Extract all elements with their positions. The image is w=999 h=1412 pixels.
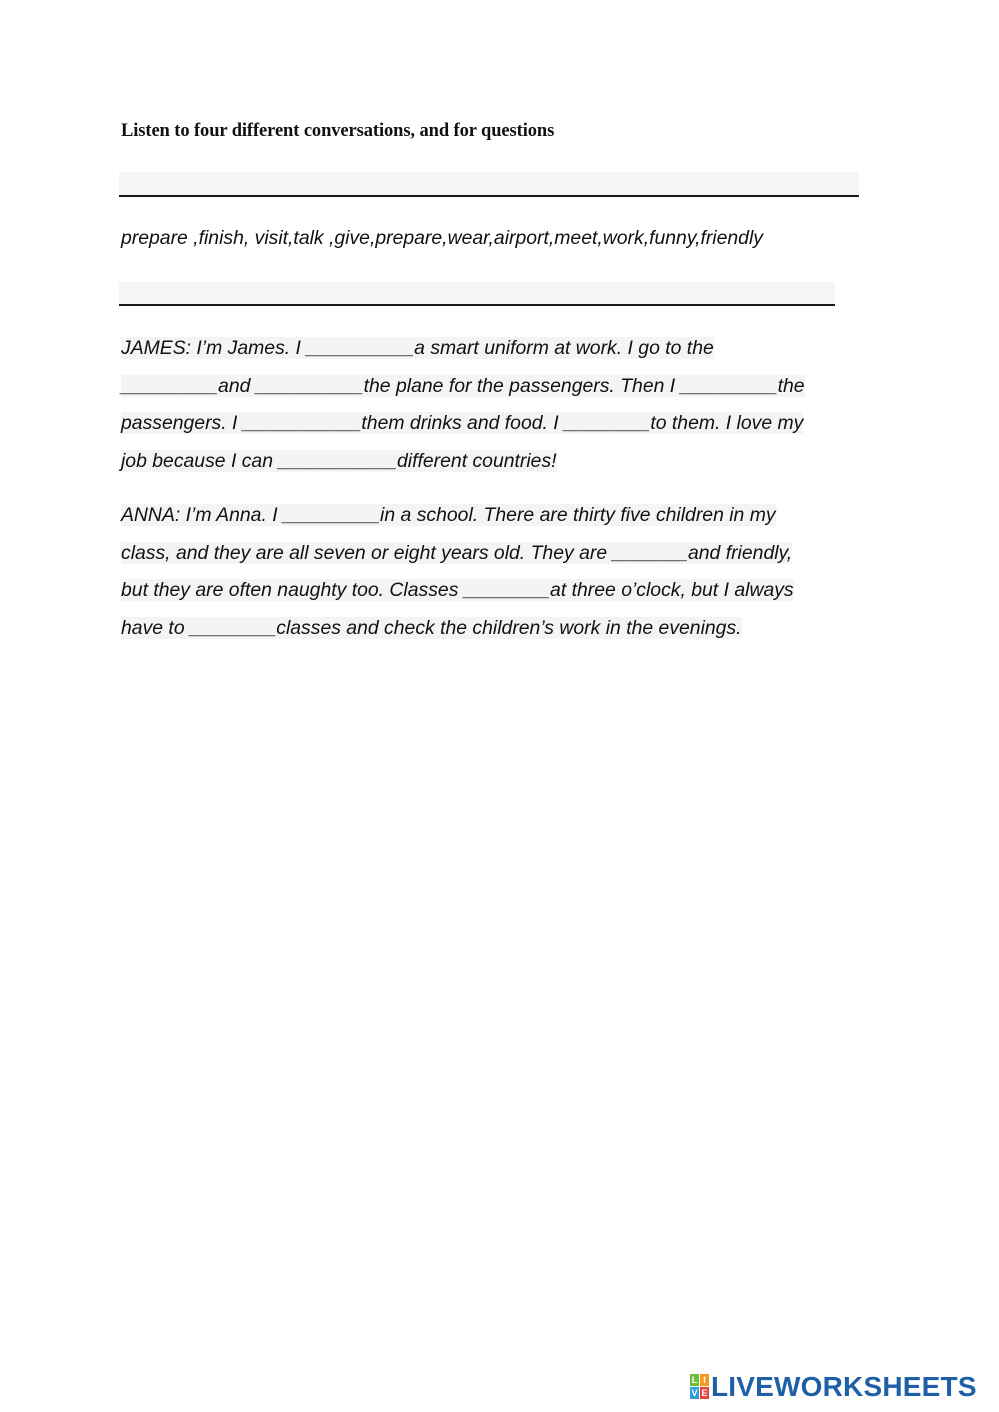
anna-paragraph — [121, 497, 794, 648]
james-line-3: passengers. I ___________them drinks and food. I ________to them. I love my — [121, 412, 804, 435]
james-line-2: _________and __________the plane for the passengers. Then I _________the — [121, 374, 805, 397]
answer-line-top — [119, 172, 859, 197]
anna-line-3: but they are often naughty too. Classes ________at three o’clock, but I always — [121, 579, 794, 602]
answer-line-bottom — [119, 282, 835, 306]
logo-text: LIVEWORKSHEETS — [711, 1371, 977, 1402]
james-paragraph — [121, 330, 805, 481]
instruction-heading: Listen to four different conversations, and for questions — [121, 121, 555, 141]
live-logo-icon: L I V E — [691, 1375, 708, 1398]
liveworksheets-logo[interactable] — [690, 1372, 977, 1402]
james-line-4: job because I can ___________different countries! — [121, 450, 557, 473]
anna-line-4: have to ________classes and check the children’s work in the evenings. — [121, 617, 742, 640]
james-line-1: JAMES: I’m James. I __________a smart uniform at work. I go to the — [121, 337, 714, 359]
word-bank: prepare ,finish, visit,talk ,give,prepare,wear,airport,meet,work,funny,friendly — [121, 227, 763, 249]
anna-line-2: class, and they are all seven or eight years old. They are _______and friendly, — [121, 541, 793, 564]
anna-line-1: ANNA: I’m Anna. I _________in a school. There are thirty five children in my — [121, 504, 776, 526]
